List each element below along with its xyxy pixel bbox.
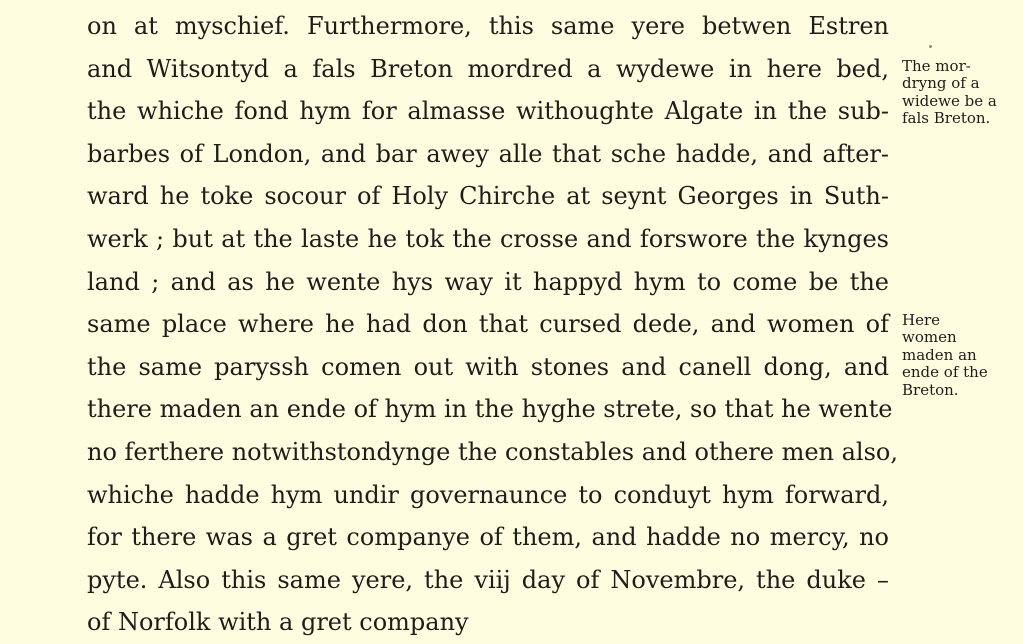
text-line: and Witsontyd a fals Breton mordred a wydewe in here bed, — [87, 54, 889, 83]
side-note-line: dryng of a — [902, 74, 980, 93]
text-line: same place where he had don that cursed dede, and women of — [87, 310, 889, 339]
side-note-line: maden an — [902, 345, 977, 364]
text-line: barbes of London, and bar awey alle that sche hadde, and after- — [87, 139, 889, 168]
side-note-women-end — [902, 312, 988, 399]
text-line: whiche hadde hym undir governaunce to conduyt hym forward, — [87, 480, 889, 509]
side-note-line: fals Breton. — [902, 109, 991, 128]
text-line-cut-off: of Norfolk with a gret company — [87, 608, 469, 637]
side-note-widow-murder — [902, 58, 997, 128]
ink-speck — [929, 45, 932, 48]
text-line: werk ; but at the laste he tok the crosse and forswore the kynges — [87, 224, 889, 253]
side-note-line: ende of the — [902, 363, 988, 382]
text-line: land ; and as he wente hys way it happyd hym to come be the — [87, 267, 889, 296]
side-note-line: Here — [902, 311, 941, 329]
text-line: the same paryssh comen out with stones and canell dong, and — [87, 352, 889, 381]
text-line: no ferthere notwithstondynge the constables and othere men also, — [87, 437, 898, 466]
text-line: pyte. Also this same yere, the viij day of Novembre, the duke – — [87, 565, 889, 594]
text-line: there maden an ende of hym in the hyghe strete, so that he wente — [87, 395, 893, 424]
text-line: the whiche fond hym for almasse withoughte Algate in the sub- — [87, 97, 889, 126]
side-note-line: Breton. — [902, 380, 959, 399]
text-line: for there was a gret companye of them, and hadde no mercy, no — [87, 523, 889, 552]
side-note-line: widewe be a — [902, 91, 997, 110]
text-line: ward he toke socour of Holy Chirche at seynt Georges in Suth- — [87, 182, 889, 211]
side-note-line: The mor- — [902, 57, 971, 75]
side-note-line: women — [902, 328, 957, 347]
main-text-block — [87, 5, 898, 637]
text-line: on at myschief. Furthermore, this same yere betwen Estren — [87, 12, 889, 40]
